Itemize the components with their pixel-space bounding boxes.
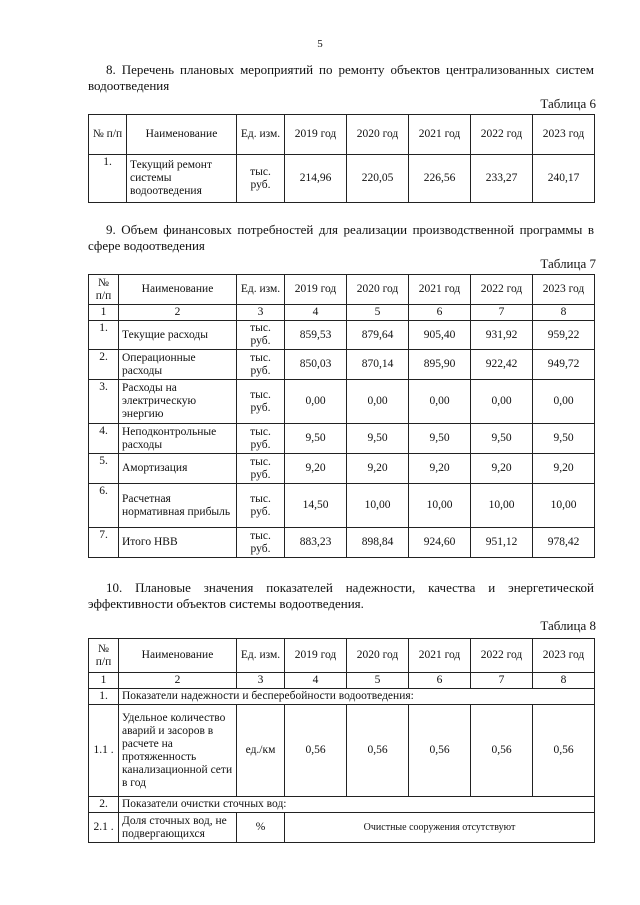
table-6-header-row [89,115,595,155]
table-row: 2.1 . Доля сточных вод, не подвергающихся % Очистные сооружения отсутствуют [89,813,595,843]
table-7 [88,274,595,558]
header-num: № п/п [89,115,127,155]
header-2020: 2020 год [347,115,409,155]
table-row: 1. Текущий ремонт системы водоотведения тыс. руб. 214,96 220,05 226,56 233,27 240,17 [89,155,595,203]
table-6-label: Таблица 6 [540,96,596,111]
header-2019: 2019 год [285,115,347,155]
table-row: 6. Расчетная нормативная прибыль тыс. руб. 14,50 10,00 10,00 10,00 10,00 [89,484,595,528]
table-6 [88,114,595,203]
group-row-reliability: 1. Показатели надежности и бесперебойности водоотведения: [89,689,595,705]
header-unit: Ед. изм. [237,115,285,155]
table-8-label: Таблица 8 [540,618,596,633]
table-row: 5. Амортизация тыс. руб. 9,20 9,20 9,20 9,20 9,20 [89,454,595,484]
table-row: 3. Расходы на электрическую энергию тыс. руб. 0,00 0,00 0,00 0,00 0,00 [89,380,595,424]
header-2023: 2023 год [533,115,595,155]
group-row-treatment: 2. Показатели очистки сточных вод: [89,797,595,813]
table-row-total: 7. Итого НВВ тыс. руб. 883,23 898,84 924,60 951,12 978,42 [89,528,595,558]
header-name: Наименование [127,115,237,155]
header-2021: 2021 год [409,115,471,155]
page-number: 5 [317,38,323,50]
table-row: 2. Операционные расходы тыс. руб. 850,03 870,14 895,90 922,42 949,72 [89,350,595,380]
section-8-title: 8. Перечень плановых мероприятий по ремонту объектов централизованных систем водоотведения [88,62,594,93]
table-row: 1. Текущие расходы тыс. руб. 859,53 879,64 905,40 931,92 959,22 [89,321,595,350]
table-row: 4. Неподконтрольные расходы тыс. руб. 9,50 9,50 9,50 9,50 9,50 [89,424,595,454]
table-8-header-row: № п/п Наименование Ед. изм. 2019 год 2020 год 2021 год 2022 год 2023 год [89,639,595,673]
header-2022: 2022 год [471,115,533,155]
table-8-column-numbers: 1 2 3 4 5 6 7 8 [89,673,595,689]
table-7-label: Таблица 7 [540,256,596,271]
table-8 [88,638,595,843]
table-7-column-numbers: 1 2 3 4 5 6 7 8 [89,305,595,321]
table-7-header-row: № п/п Наименование Ед. изм. 2019 год 2020 год 2021 год 2022 год 2023 год [89,275,595,305]
section-10-title: 10. Плановые значения показателей надежности, качества и энергетической эффективности объектов системы водоотведения. [88,580,594,611]
no-treatment-note: Очистные сооружения отсутствуют [285,813,595,843]
section-9-title: 9. Объем финансовых потребностей для реализации производственной программы в сфере водоотведения [88,222,594,253]
table-row: 1.1 . Удельное количество аварий и засоров в расчете на протяженность канализационной сети в год ед./км 0,56 0,56 0,56 0,56 0,56 [89,705,595,797]
